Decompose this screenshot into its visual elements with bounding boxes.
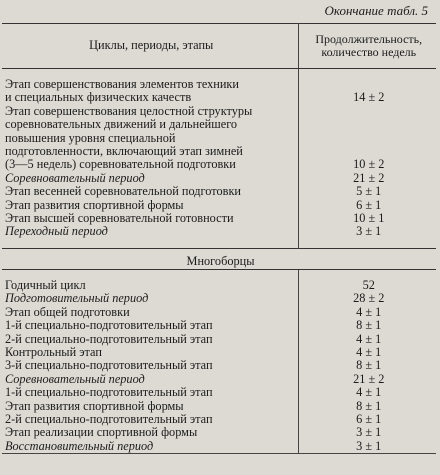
table-row <box>2 145 436 158</box>
row-value <box>298 132 436 145</box>
table-row <box>2 279 436 292</box>
row-label: 3-й специально-подготовительный этап <box>5 358 213 373</box>
row-value: 8 ± 1 <box>298 319 436 332</box>
row-value: 52 <box>298 279 436 292</box>
table-row <box>2 440 436 454</box>
table-row <box>2 386 436 399</box>
row-label: Соревновательный период <box>5 371 145 386</box>
row-label: Этап общей подготовки <box>5 304 130 319</box>
table-row <box>2 132 436 145</box>
table-header-row <box>2 24 436 69</box>
row-label: Этап совершенствования целостной структуры <box>5 103 253 118</box>
row-value: 6 ± 1 <box>298 413 436 426</box>
row-value: 10 ± 1 <box>298 212 436 225</box>
row-label: Контрольный этап <box>5 344 102 359</box>
row-label: Подготовительный период <box>5 291 149 306</box>
row-value: 14 ± 2 <box>298 91 436 104</box>
row-label: 1-й специально-подготовительный этап <box>5 318 213 333</box>
row-value <box>298 105 436 118</box>
row-label: 2-й специально-подготовительный этап <box>5 331 213 346</box>
header-duration: Продолжительность, количество недель <box>298 24 436 69</box>
row-value: 4 ± 1 <box>298 386 436 399</box>
table-row <box>2 172 436 185</box>
row-value: 10 ± 2 <box>298 158 436 171</box>
row-label: подготовленности, включающий этап зимней <box>5 144 243 159</box>
row-value: 3 ± 1 <box>298 426 436 439</box>
row-value <box>298 78 436 91</box>
row-label: Переходный период <box>5 224 108 239</box>
periodization-table <box>2 23 436 454</box>
header-cycles: Циклы, периоды, этапы <box>2 24 298 69</box>
row-label: Этап высшей соревновательной готовности <box>5 211 234 226</box>
section-row <box>2 248 436 269</box>
table-row <box>2 359 436 372</box>
row-value: 4 ± 1 <box>298 306 436 319</box>
row-value: 4 ± 1 <box>298 333 436 346</box>
row-label: 2-й специально-подготовительный этап <box>5 411 213 426</box>
row-value <box>298 118 436 131</box>
row-value: 21 ± 2 <box>298 172 436 185</box>
row-label: Этап весенней соревновательной подготовки <box>5 184 242 199</box>
table-row <box>2 118 436 131</box>
row-label: Этап развития спортивной формы <box>5 197 184 212</box>
row-label: Этап реализации спортивной формы <box>5 425 198 440</box>
table-row <box>2 346 436 359</box>
row-label: Восстановительный период <box>2 440 298 454</box>
table-row <box>2 306 436 319</box>
row-value: 3 ± 1 <box>298 225 436 238</box>
section-title: Многоборцы <box>2 248 436 269</box>
table-row <box>2 78 436 91</box>
row-label: повышения уровня специальной <box>5 130 176 145</box>
row-value <box>298 145 436 158</box>
row-label: Этап развития спортивной формы <box>5 398 184 413</box>
table-row <box>2 199 436 212</box>
row-label: Соревновательный период <box>5 170 145 185</box>
table-row <box>2 225 436 238</box>
table-row <box>2 158 436 171</box>
row-value: 21 ± 2 <box>298 373 436 386</box>
row-label: 1-й специально-подготовительный этап <box>5 385 213 400</box>
row-value: 28 ± 2 <box>298 292 436 305</box>
row-value: 6 ± 1 <box>298 199 436 212</box>
table-caption: Окончание табл. 5 <box>324 3 428 18</box>
row-value: 5 ± 1 <box>298 185 436 198</box>
row-value: 3 ± 1 <box>298 440 436 454</box>
table-row <box>2 426 436 439</box>
row-value: 8 ± 1 <box>298 400 436 413</box>
table-row <box>2 373 436 386</box>
table-row <box>2 413 436 426</box>
row-value: 8 ± 1 <box>298 359 436 372</box>
table-row <box>2 212 436 225</box>
table-row <box>2 91 436 104</box>
table-row <box>2 333 436 346</box>
table-row <box>2 400 436 413</box>
row-label: (3—5 недель) соревновательной подготовки <box>5 157 236 172</box>
row-label: и специальных физических качеств <box>5 90 192 105</box>
row-label: Этап совершенствования элементов техники <box>5 77 239 91</box>
table-row <box>2 105 436 118</box>
table-row <box>2 185 436 198</box>
row-value: 4 ± 1 <box>298 346 436 359</box>
table-row <box>2 319 436 332</box>
table-row <box>2 292 436 305</box>
row-label: Годичный цикл <box>5 277 86 292</box>
row-label: соревновательных движений и дальнейшего <box>5 117 238 132</box>
